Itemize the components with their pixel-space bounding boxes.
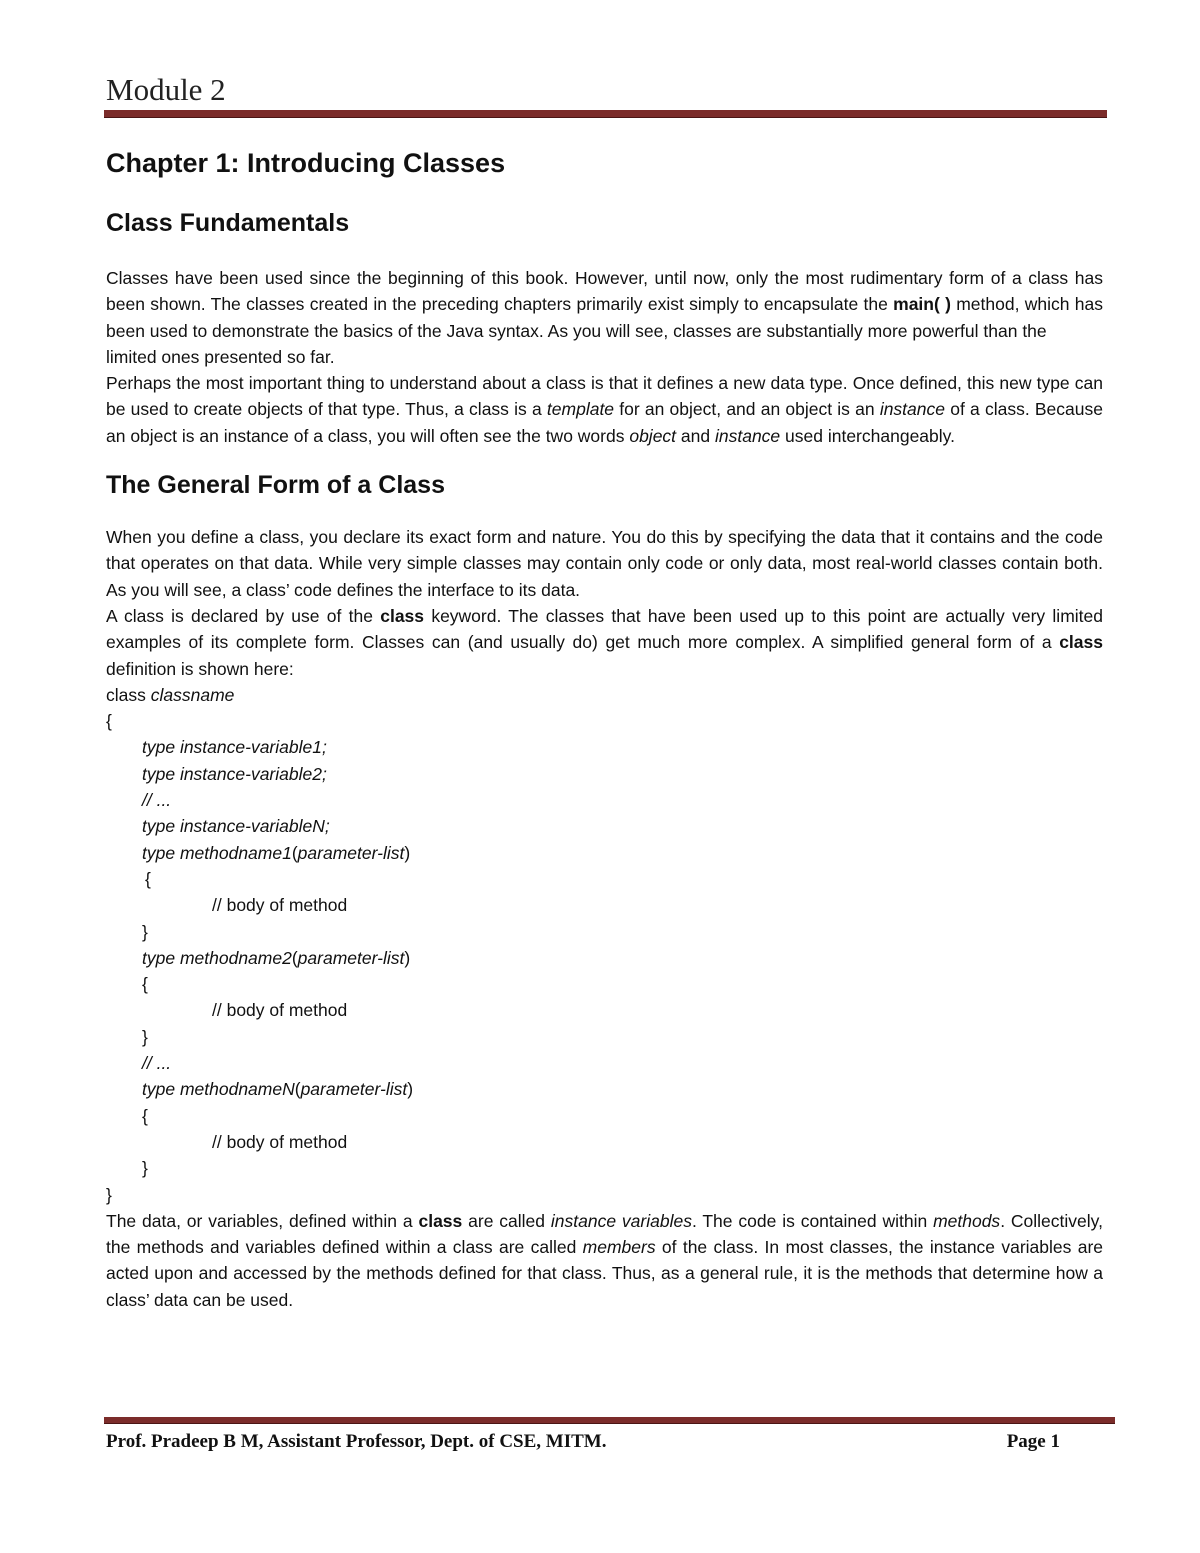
code-placeholder: methodname2 xyxy=(179,947,292,968)
code-placeholder: parameter-list xyxy=(297,842,405,863)
page-content xyxy=(106,148,1103,1313)
code-line xyxy=(106,1076,1103,1102)
code-placeholder: type instance-variable1; xyxy=(142,737,327,758)
code-line: } xyxy=(142,921,148,942)
paragraph: When you define a class, you declare its exact form and nature. You do this by specifying the data that it contains and the code that operates on that data. While very simple classes may contain only code or only data, most real-world classes contain both. As you will see, a class’ code defines the interface to its data. xyxy=(106,527,1103,600)
code-paren: ( xyxy=(291,947,298,968)
text-run-italic: instance xyxy=(714,425,781,446)
text-run: A class is declared by use of the xyxy=(106,605,381,626)
chapter-title: Chapter 1: Introducing Classes xyxy=(106,148,506,178)
text-run: keyword. The classes that have been used up to this point are actually very limited examples of its complete form. Classes can (and usually do) get much more complex. A simplified general form of a xyxy=(106,605,1103,653)
footer-author: Prof. Pradeep B M, Assistant Professor, Dept. of CSE, MITM. xyxy=(106,1431,607,1452)
code-paren: ( xyxy=(291,842,298,863)
code-placeholder: type xyxy=(142,947,180,968)
text-run: . Collectively, the methods and variables defined within a class are called xyxy=(106,1210,1103,1258)
paragraph xyxy=(106,603,1103,682)
code-placeholder: type xyxy=(142,1079,180,1100)
text-run: definition is shown here: xyxy=(106,658,294,679)
paragraph xyxy=(106,1208,1103,1313)
text-run-italic: members xyxy=(582,1237,656,1258)
text-run: . The code is contained within xyxy=(691,1210,934,1231)
text-run: and xyxy=(676,425,715,446)
text-run: used interchangeably. xyxy=(780,425,955,446)
code-line xyxy=(106,1050,1103,1076)
code-line: { xyxy=(106,711,112,732)
code-paren: ) xyxy=(407,1079,414,1100)
code-example xyxy=(106,682,1103,1208)
text-run-bold: main( ) xyxy=(893,294,951,315)
code-line xyxy=(106,840,1103,866)
text-run-italic: instance variables xyxy=(550,1210,692,1231)
code-keyword: class xyxy=(106,684,151,705)
code-line xyxy=(106,945,1103,971)
text-run-italic: methods xyxy=(933,1210,1001,1231)
header-rule xyxy=(104,110,1107,118)
code-line xyxy=(106,813,1103,839)
code-line: // body of method xyxy=(212,1131,348,1152)
text-run: Classes have been used since the beginning of this book. However, until now, only the most rudimentary form of a class has been shown. The classes created in the preceding chapters primarily exist simply to encapsulate the xyxy=(106,268,1103,315)
code-comment: // ... xyxy=(142,1053,172,1074)
code-paren: ) xyxy=(404,947,411,968)
section-heading-class-fundamentals: Class Fundamentals xyxy=(106,209,350,237)
code-line: // body of method xyxy=(212,895,348,916)
code-paren: ) xyxy=(404,842,411,863)
text-run-bold: class xyxy=(380,605,425,626)
code-line: } xyxy=(142,1026,148,1047)
code-line: { xyxy=(145,868,151,889)
text-run: The data, or variables, defined within a xyxy=(106,1210,419,1231)
code-placeholder: type xyxy=(142,842,180,863)
code-placeholder: classname xyxy=(150,684,235,705)
code-placeholder: parameter-list xyxy=(300,1079,408,1100)
text-run: method, which has been used to demonstrate the basics of the Java syntax. As you will see, classes are substantially more powerful than the xyxy=(106,294,1103,341)
code-line xyxy=(106,682,1103,708)
code-paren: ( xyxy=(294,1079,301,1100)
code-line: } xyxy=(106,1184,112,1205)
paragraph xyxy=(106,370,1103,449)
text-run: are called xyxy=(462,1210,551,1231)
text-run-italic: template xyxy=(546,399,615,420)
code-line: { xyxy=(142,974,148,995)
text-run-italic: instance xyxy=(879,399,945,420)
text-run: Perhaps the most important thing to understand about a class is that it defines a new data type. Once defined, this new type can be used to create objects of that type. Thus, a class is a xyxy=(106,373,1103,420)
text-run: of the class. In most classes, the instance variables are acted upon and accessed by the methods defined for that class. Thus, as a general rule, it is the methods that determine how a class’ data can be used. xyxy=(106,1237,1104,1310)
text-run: of a class. Because an object is an instance of a class, you will often see the two words xyxy=(106,399,1103,446)
footer-rule xyxy=(104,1417,1115,1424)
text-run-italic: object xyxy=(629,425,677,446)
page-footer xyxy=(106,1431,1060,1453)
code-placeholder: parameter-list xyxy=(297,947,405,968)
text-run-bold: class xyxy=(418,1210,463,1231)
text-run-bold: class xyxy=(1059,632,1103,653)
page-header-title: Module 2 xyxy=(106,72,226,107)
code-placeholder: type instance-variableN; xyxy=(142,816,330,837)
text-run: for an object, and an object is an xyxy=(614,399,880,420)
footer-page-number: Page 1 xyxy=(1006,1431,1060,1452)
code-line xyxy=(106,761,1103,787)
paragraph xyxy=(106,265,1103,344)
code-line xyxy=(106,734,1103,760)
code-placeholder: methodnameN xyxy=(179,1079,295,1100)
code-line: // body of method xyxy=(212,1000,348,1021)
paragraph: limited ones presented so far. xyxy=(106,346,335,367)
code-line: } xyxy=(142,1158,148,1179)
code-line: { xyxy=(142,1105,148,1126)
code-comment: // ... xyxy=(142,790,172,811)
code-line xyxy=(106,787,1103,813)
section-heading-general-form: The General Form of a Class xyxy=(106,471,445,500)
code-placeholder: methodname1 xyxy=(179,842,292,863)
code-placeholder: type instance-variable2; xyxy=(142,763,327,784)
